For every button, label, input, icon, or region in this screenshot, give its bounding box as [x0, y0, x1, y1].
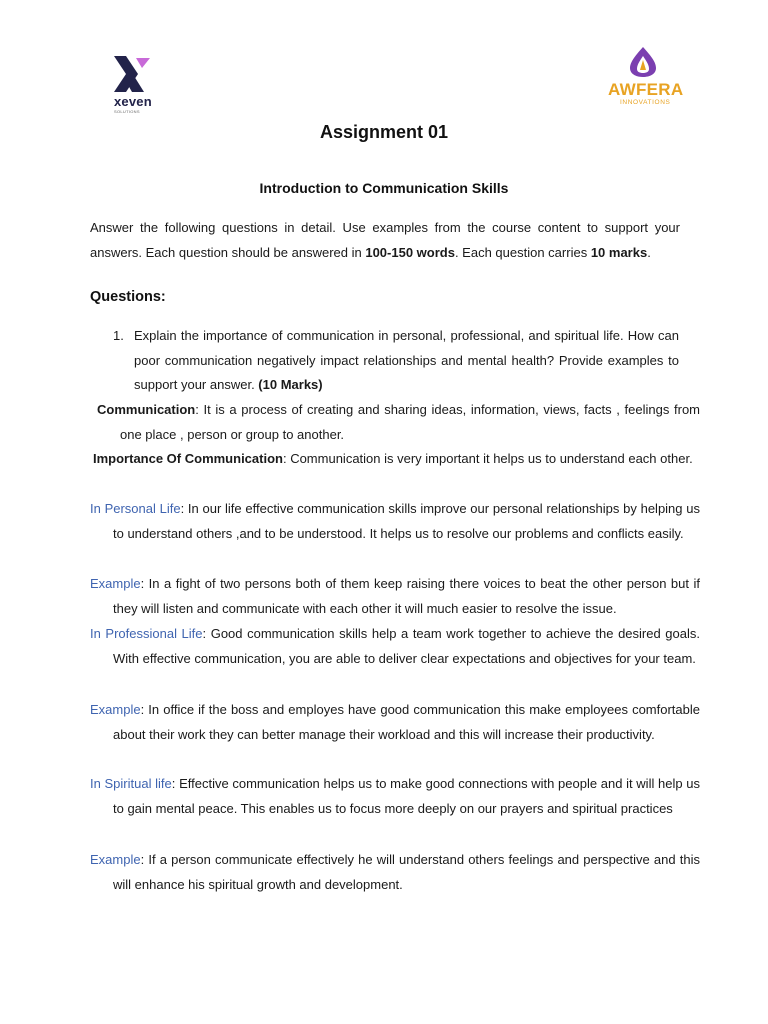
answer-text: : Good communication skills help a team work together to achieve the desired goals. With effective communication, you are able to deliver clear expectations and objectives for your team.: [113, 626, 700, 666]
question-text: Explain the importance of communication in personal, professional, and spiritual life. How can poor communication negatively impact relationships and mental health? Provide examples to support your answer.: [134, 328, 679, 393]
answer-label: Example: [90, 702, 141, 717]
answer-text: : Communication is very important it helps us to understand each other.: [282, 451, 693, 466]
word-limit: 100-150 words: [365, 244, 455, 260]
answer-label: Importance Of Communication: [93, 451, 283, 466]
answer-label: In Spiritual life: [90, 776, 172, 791]
answer-label: In Professional Life: [90, 626, 203, 641]
instructions-text: .: [647, 244, 651, 260]
xeven-tagline: SOLUTIONS: [114, 109, 140, 114]
question-marks: (10 Marks): [258, 377, 323, 393]
answer-example-2: [90, 698, 700, 747]
question-number: 1.: [113, 328, 124, 343]
instructions-text: . Each question carries: [454, 244, 591, 260]
questions-heading: Questions:: [90, 289, 166, 305]
question-1: [113, 324, 679, 398]
xeven-mark-icon: [104, 54, 154, 96]
answer-spiritual-life: [90, 772, 700, 821]
answer-example-3: [90, 848, 700, 897]
answer-personal-life: [90, 497, 700, 546]
answer-text: : It is a process of creating and sharing ideas, information, views, facts , feelings from one place , person or group to another.: [120, 402, 700, 442]
answer-importance: [93, 447, 700, 472]
answer-communication: [97, 398, 700, 447]
awfera-logo: [604, 46, 688, 112]
answer-text: : In office if the boss and employes have good communication this make employees comfortable about their work they can better manage their workload and this will increase their productivity.: [113, 702, 700, 742]
answer-text: : In our life effective communication skills improve our personal relationships by helping us to understand others ,and to be understood. It helps us to resolve our problems and conflicts easily.: [113, 501, 700, 541]
awfera-flame-icon: [626, 46, 660, 78]
answer-label: Example: [90, 852, 141, 867]
xeven-logo: [104, 54, 164, 114]
instructions-paragraph: [90, 216, 680, 265]
answer-label: Communication: [97, 402, 196, 417]
answer-label: Example: [90, 576, 141, 591]
answer-professional-life: [90, 622, 700, 671]
answer-text: : Effective communication helps us to make good connections with people and it will help us to gain mental peace. This enables us to focus more deeply on our prayers and spiritual practices: [113, 776, 700, 816]
assignment-title: Assignment 01: [319, 122, 449, 142]
awfera-tagline: INNOVATIONS: [620, 99, 671, 106]
answer-example-1: [90, 572, 700, 621]
instructions-text: Answer the following questions in detail. Use examples from the course content to support your answers. Each question should be answered in: [90, 220, 680, 260]
marks-per-question: 10 marks: [590, 244, 648, 260]
assignment-subtitle: Introduction to Communication Skills: [259, 180, 509, 196]
awfera-wordmark: AWFERA: [608, 80, 684, 99]
answer-text: : If a person communicate effectively he will understand others feelings and perspective and this will enhance his spiritual growth and development.: [113, 852, 700, 892]
answer-label: In Personal Life: [90, 501, 181, 516]
answer-text: : In a fight of two persons both of them keep raising there voices to beat the other person but if they will listen and communicate with each other it will much easier to resolve the issue.: [113, 576, 700, 616]
xeven-wordmark: xeven: [114, 94, 152, 109]
